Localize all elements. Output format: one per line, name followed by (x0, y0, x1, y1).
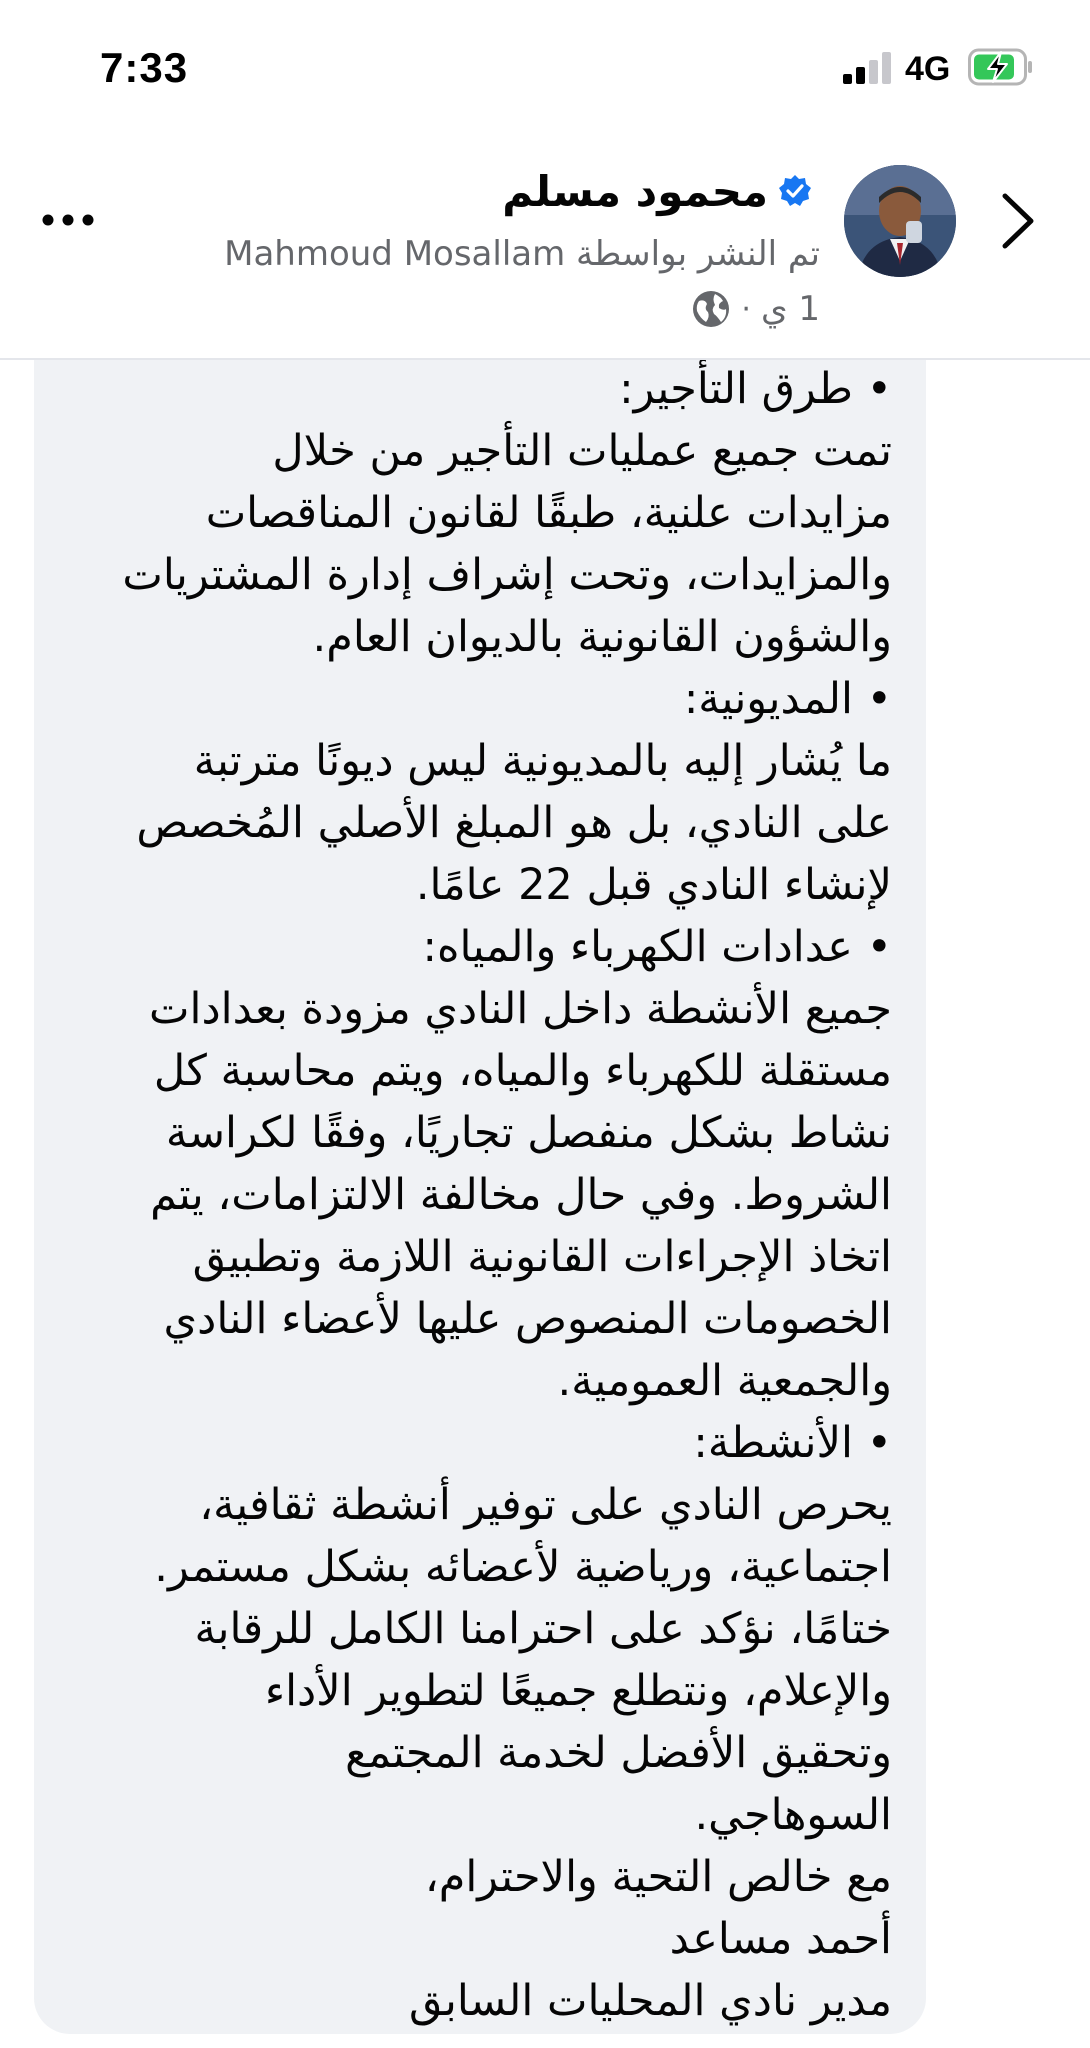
post-text-line: • طرق التأجير: (619, 364, 892, 414)
post-text (42, 358, 892, 2032)
globe-icon (691, 289, 731, 329)
post-text-line: اجتماعية، ورياضية لأعضائه بشكل مستمر. (154, 1542, 892, 1592)
post-text-line: • عدادات الكهرباء والمياه: (422, 922, 892, 972)
post-header (0, 140, 1090, 360)
posted-by-label: تم النشر بواسطة Mahmoud Mosallam (224, 234, 820, 274)
post-text-line: السوهاجي. (694, 1790, 892, 1840)
post-text-line: والجمعية العمومية. (557, 1356, 892, 1406)
post-text-card (34, 330, 926, 2034)
post-text-line: لإنشاء النادي قبل 22 عامًا. (415, 860, 892, 910)
chevron-right-icon[interactable] (995, 188, 1043, 254)
post-text-line: ختامًا، نؤكد على احترامنا الكامل للرقابة (194, 1604, 892, 1654)
author-name[interactable]: محمود مسلم (502, 166, 768, 216)
battery-charging-icon (968, 48, 1034, 86)
post-text-line: وتحقيق الأفضل لخدمة المجتمع (345, 1728, 892, 1778)
verified-badge-icon (778, 174, 812, 208)
post-text-line: الخصومات المنصوص عليها لأعضاء النادي (163, 1294, 892, 1344)
post-meta-row (691, 284, 820, 334)
signal-icon (843, 52, 893, 84)
post-text-line: جميع الأنشطة داخل النادي مزودة بعدادات (149, 984, 892, 1034)
avatar[interactable] (844, 165, 956, 277)
post-text-line: والمزايدات، وتحت إشراف إدارة المشتريات (122, 550, 892, 600)
post-text-line: على النادي، بل هو المبلغ الأصلي المُخصص (136, 798, 892, 848)
post-text-line: مزايدات علنية، طبقًا لقانون المناقصات (205, 488, 892, 538)
post-timestamp[interactable]: 1 ي (760, 289, 820, 329)
status-bar (0, 0, 1090, 140)
post-text-line: ما يُشار إليه بالمديونية ليس ديونًا مترتبة (193, 736, 892, 786)
post-text-line: مستقلة للكهرباء والمياه، ويتم محاسبة كل (153, 1046, 892, 1096)
more-options-icon[interactable] (40, 210, 96, 230)
network-label: 4G (905, 50, 951, 88)
post-text-line: تمت جميع عمليات التأجير من خلال (272, 426, 892, 476)
post-text-line: نشاط بشكل منفصل تجاريًا، وفقًا لكراسة (165, 1108, 892, 1158)
post-text-line: • المديونية: (683, 674, 892, 724)
status-time: 7:33 (100, 44, 189, 91)
post-text-line: والشؤون القانونية بالديوان العام. (312, 612, 892, 662)
post-text-line: الشروط. وفي حال مخالفة الالتزامات، يتم (150, 1170, 892, 1220)
post-text-line: مدير نادي المحليات السابق (409, 1976, 892, 2026)
post-text-line: والإعلام، ونتطلع جميعًا لتطوير الأداء (264, 1666, 892, 1716)
post-text-line: يحرص النادي على توفير أنشطة ثقافية، (199, 1480, 892, 1530)
post-text-line: مع خالص التحية والاحترام، (424, 1852, 892, 1902)
post-text-line: أحمد مساعد (669, 1914, 892, 1964)
meta-separator: · (741, 291, 751, 327)
post-text-line: • الأنشطة: (693, 1418, 892, 1468)
avatar-portrait-icon (844, 165, 956, 277)
author-row (502, 162, 812, 220)
post-text-line: اتخاذ الإجراءات القانونية اللازمة وتطبيق (192, 1232, 892, 1282)
